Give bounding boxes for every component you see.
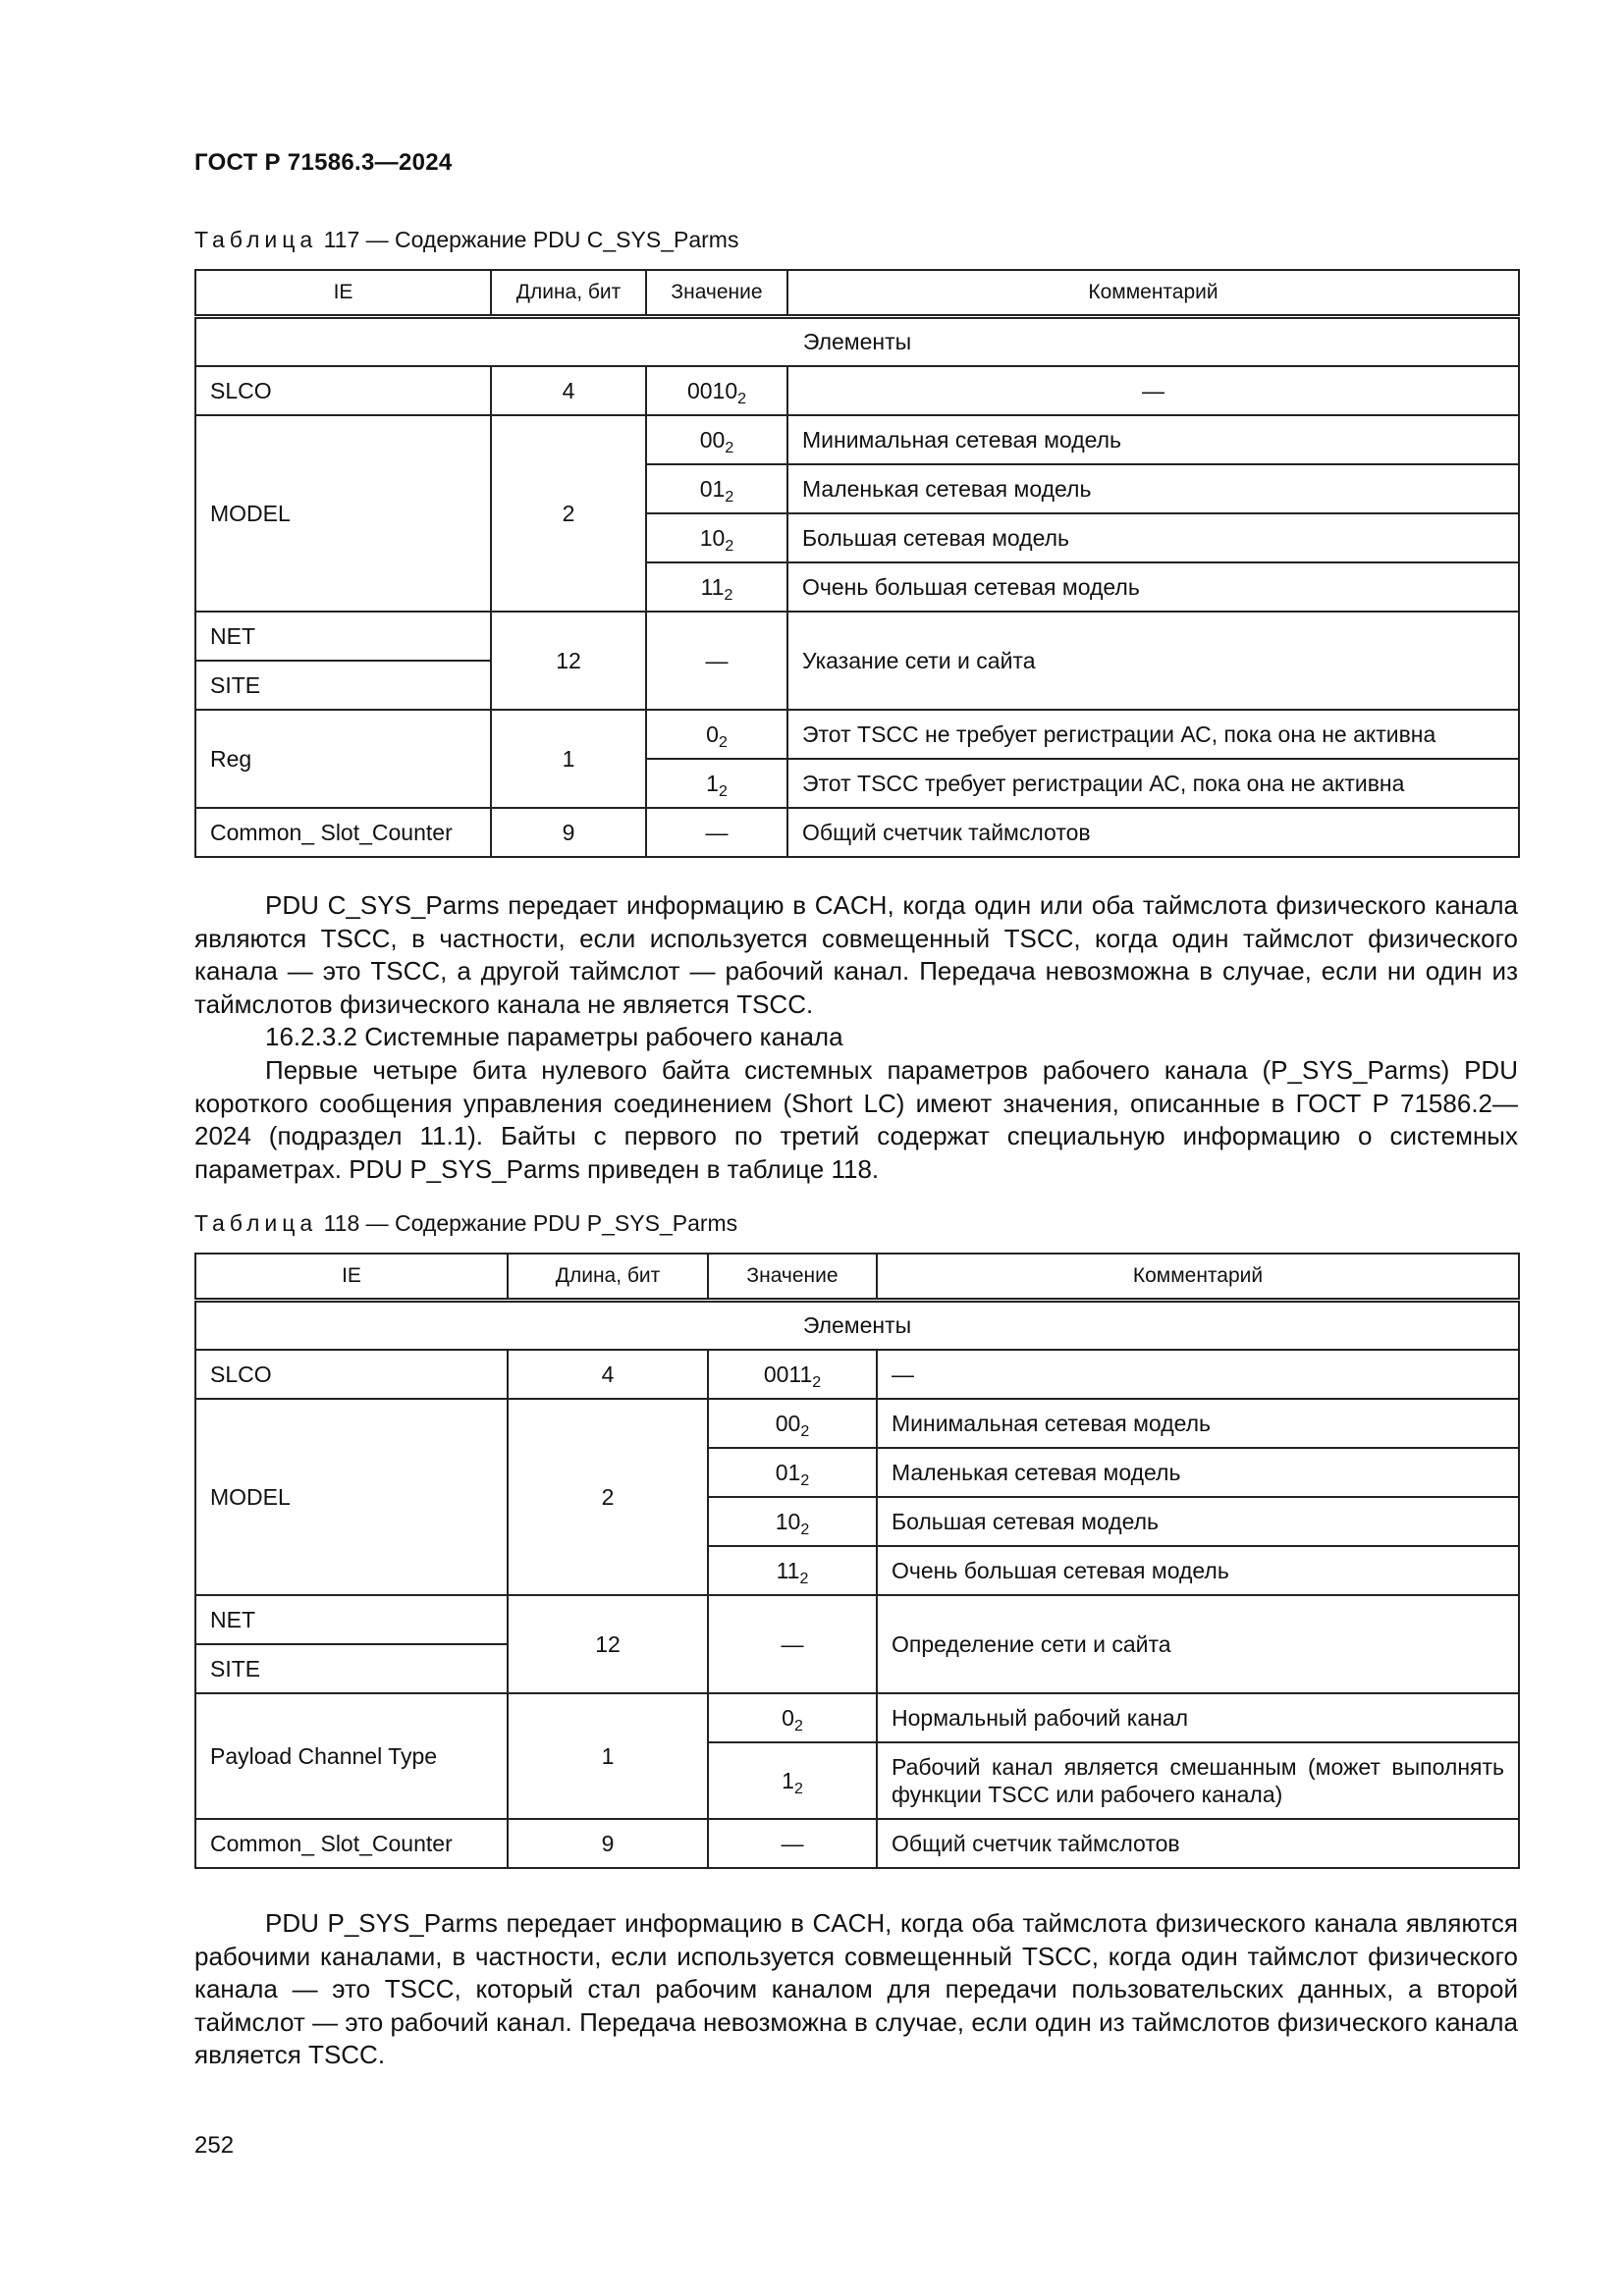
table-row xyxy=(195,1693,1519,1742)
ie-cell: Common_ Slot_Counter xyxy=(195,1819,508,1868)
caption-text: 118 — Содержание PDU P_SYS_Parms xyxy=(323,1210,738,1236)
paragraph-p-sys-parms-intro: Первые четыре бита нулевого байта системных параметров рабочего канала (P_SYS_Parms) PDU короткого сообщения управления соединением (Short LC) имеют значения, описанные в ГОСТ Р 71586.2—2024 (подраздел 11.1). Байты с первого по третий содержат специальную информацию о системных параметрах. PDU P_SYS_Parms приведен в таблице 118. xyxy=(194,1055,1518,1184)
standard-title: ГОСТ Р 71586.3—2024 xyxy=(194,149,453,176)
value-cell: $0_2$ xyxy=(646,710,787,759)
paragraph-c-sys-parms: PDU C_SYS_Parms передает информацию в CACH, когда один или оба таймслота физического канала являются TSCC, в частности, если используется совмещенный TSCC, когда один таймслот физического канала — это TSCC, а другой таймслот — рабочий канал. Передача невозможна в случае, если ни один из таймслотов физического канала не является TSCC. xyxy=(194,890,1518,1019)
caption-word: Таблица xyxy=(194,1210,318,1236)
value-cell: $1_2$ xyxy=(708,1742,877,1819)
comment-cell: Общий счетчик таймслотов xyxy=(787,808,1519,857)
value-cell: $11_2$ xyxy=(708,1546,877,1595)
ie-cell: NET xyxy=(195,1595,508,1644)
value-cell: $01_2$ xyxy=(646,464,787,513)
ie-cell: SITE xyxy=(195,661,491,710)
table-row xyxy=(195,808,1519,857)
table-row xyxy=(195,1595,1519,1644)
length-cell: 9 xyxy=(491,808,646,857)
ie-cell: Common_ Slot_Counter xyxy=(195,808,491,857)
length-cell: 9 xyxy=(508,1819,708,1868)
ie-cell: Payload Channel Type xyxy=(195,1693,508,1819)
value-cell: — xyxy=(646,612,787,710)
comment-cell: Маленькая сетевая модель xyxy=(877,1448,1519,1497)
ie-cell: MODEL xyxy=(195,415,491,612)
value-cell: — xyxy=(708,1819,877,1868)
length-cell: 4 xyxy=(508,1350,708,1399)
table-row xyxy=(195,1399,1519,1448)
value-cell: $01_2$ xyxy=(708,1448,877,1497)
value-cell: $10_2$ xyxy=(646,513,787,562)
header-length: Длина, бит xyxy=(508,1254,708,1301)
ie-cell: Reg xyxy=(195,710,491,808)
length-cell: 12 xyxy=(508,1595,708,1693)
value-cell: $0010_2$ xyxy=(646,366,787,415)
comment-cell: Этот TSCC не требует регистрации АС, пока она не активна xyxy=(787,710,1519,759)
comment-cell: Нормальный рабочий канал xyxy=(877,1693,1519,1742)
table-row xyxy=(195,1819,1519,1868)
comment-cell: — xyxy=(787,366,1519,415)
comment-cell: Определение сети и сайта xyxy=(877,1595,1519,1693)
ie-cell: SLCO xyxy=(195,366,491,415)
comment-cell: Рабочий канал является смешанным (может выполнять функции TSCC или рабочего канала) xyxy=(877,1742,1519,1819)
comment-cell: Очень большая сетевая модель xyxy=(787,562,1519,612)
header-comment: Комментарий xyxy=(787,270,1519,317)
comment-cell: Минимальная сетевая модель xyxy=(787,415,1519,464)
table-117-caption xyxy=(194,227,738,253)
value-cell: — xyxy=(646,808,787,857)
comment-cell: Большая сетевая модель xyxy=(787,513,1519,562)
length-cell: 12 xyxy=(491,612,646,710)
table-row xyxy=(195,415,1519,464)
value-cell: $10_2$ xyxy=(708,1497,877,1546)
comment-cell: Маленькая сетевая модель xyxy=(787,464,1519,513)
comment-cell: Минимальная сетевая модель xyxy=(877,1399,1519,1448)
comment-cell: Этот TSCC требует регистрации АС, пока она не активна xyxy=(787,759,1519,808)
ie-cell: MODEL xyxy=(195,1399,508,1595)
length-cell: 1 xyxy=(508,1693,708,1819)
header-length: Длина, бит xyxy=(491,270,646,317)
length-cell: 2 xyxy=(491,415,646,612)
table-118 xyxy=(194,1253,1520,1869)
comment-cell: Указание сети и сайта xyxy=(787,612,1519,710)
header-comment: Комментарий xyxy=(877,1254,1519,1301)
value-cell: $11_2$ xyxy=(646,562,787,612)
table-row xyxy=(195,710,1519,759)
caption-text: 117 — Содержание PDU C_SYS_Parms xyxy=(323,227,739,252)
table-117 xyxy=(194,269,1520,858)
length-cell: 4 xyxy=(491,366,646,415)
ie-cell: SITE xyxy=(195,1644,508,1693)
value-cell: $00_2$ xyxy=(708,1399,877,1448)
ie-cell: NET xyxy=(195,612,491,661)
length-cell: 2 xyxy=(508,1399,708,1595)
header-value: Значение xyxy=(646,270,787,317)
header-ie: IE xyxy=(195,270,491,317)
value-cell: $00_2$ xyxy=(646,415,787,464)
paragraph-p-sys-parms-transfer: PDU P_SYS_Parms передает информацию в CACH, когда оба таймслота физического канала являются рабочими каналами, в частности, если используется совмещенный TSCC, когда один таймслот физического канала — это TSCC, который стал рабочим каналом для передачи пользовательских данных, а второй таймслот — это рабочий канал. Передача невозможна в случае, если один из таймслотов физического канала является TSCC. xyxy=(194,1908,1518,2069)
comment-cell: — xyxy=(877,1350,1519,1399)
table-row xyxy=(195,1350,1519,1399)
table-118-caption xyxy=(194,1210,737,1237)
comment-cell: Общий счетчик таймслотов xyxy=(877,1819,1519,1868)
table-section-row xyxy=(195,317,1519,366)
section-label: Элементы xyxy=(195,1301,1519,1350)
length-cell: 1 xyxy=(491,710,646,808)
header-value: Значение xyxy=(708,1254,877,1301)
table-row xyxy=(195,366,1519,415)
table-row xyxy=(195,612,1519,661)
page-number: 252 xyxy=(194,2132,235,2159)
caption-word: Таблица xyxy=(194,227,318,252)
value-cell: $0011_2$ xyxy=(708,1350,877,1399)
value-cell: $0_2$ xyxy=(708,1693,877,1742)
section-heading: 16.2.3.2 Системные параметры рабочего канала xyxy=(265,1022,843,1051)
comment-cell: Очень большая сетевая модель xyxy=(877,1546,1519,1595)
value-cell: — xyxy=(708,1595,877,1693)
comment-cell: Большая сетевая модель xyxy=(877,1497,1519,1546)
ie-cell: SLCO xyxy=(195,1350,508,1399)
header-ie: IE xyxy=(195,1254,508,1301)
section-label: Элементы xyxy=(195,317,1519,366)
table-section-row xyxy=(195,1301,1519,1350)
value-cell: $1_2$ xyxy=(646,759,787,808)
